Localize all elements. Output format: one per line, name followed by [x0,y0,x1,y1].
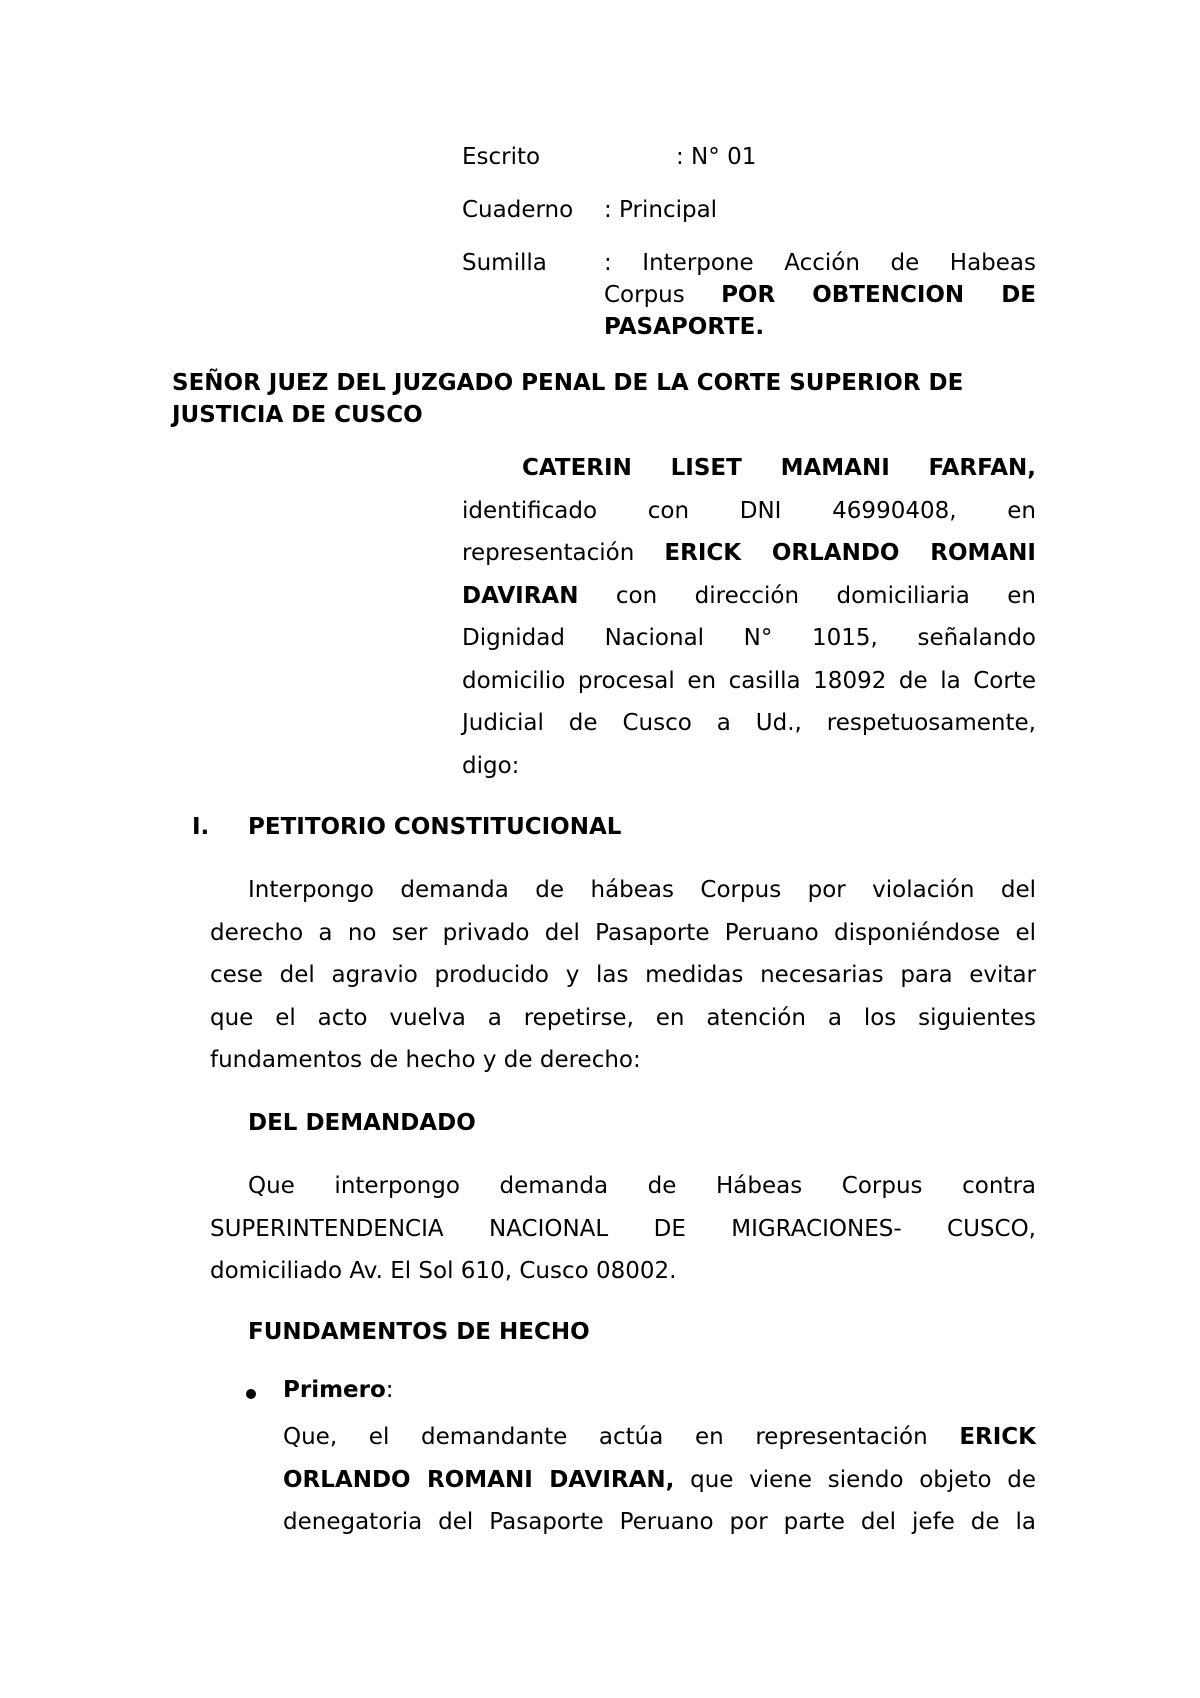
sumilla-line-1: : Interpone Acción de Habeas [604,250,1036,276]
party-line-1 [462,447,1036,490]
addressee-line-2: JUSTICIA DE CUSCO [172,402,423,428]
primero-line-2-text: que viene siendo objeto de [690,1466,1036,1493]
primero-line-2 [283,1459,1036,1502]
petitorio-line-4: que el acto vuelva a repetirse, en atención a los siguientes [210,1004,1036,1031]
party-rep-name-1: ERICK ORLANDO ROMANI [664,540,1036,566]
demandado-line-1: Que interpongo demanda de Hábeas Corpus contra [248,1173,1036,1199]
party-representacion: representación [462,540,635,566]
party-name: CATERIN LISET MAMANI FARFAN, [522,455,1036,481]
sumilla-text [604,247,1036,343]
header-escrito-row [462,141,540,173]
petitorio-line-5: fundamentos de hecho y de derecho: [210,1047,641,1073]
primero-line-3: denegatoria del Pasaporte Peruano por parte del jefe de la [283,1509,1036,1535]
primero-colon: : [385,1377,394,1403]
party-line-3 [462,532,1036,575]
petitorio-paragraph [210,869,1036,1082]
cuaderno-label: Cuaderno [462,197,574,223]
petitorio-line-3: cese del agravio producido y las medidas necesarias para evitar [210,962,1036,988]
demandado-line-3: domiciliado Av. El Sol 610, Cusco 08002. [210,1258,677,1284]
petitorio-line-1: Interpongo demanda de hábeas Corpus por violación del [248,877,1036,903]
escrito-label: Escrito [462,144,541,170]
demandado-paragraph [210,1165,1036,1293]
primero-line-2-name: ORLANDO ROMANI DAVIRAN, [283,1466,675,1493]
primero-line-1-name: ERICK [959,1424,1036,1450]
party-direccion: con dirección domiciliaria en [615,582,1036,609]
cuaderno-value: : Principal [604,197,718,223]
party-line-2: identificado con DNI 46990408, en [462,497,1036,524]
party-line-5: Dignidad Nacional N° 1015, señalando [462,625,1036,651]
header-cuaderno-row [462,194,573,226]
sumilla-corpus: Corpus [604,282,685,308]
bullet-icon [246,1389,256,1399]
petitorio-line-2: derecho a no ser privado del Pasaporte Peruano disponiéndose el [210,919,1036,946]
addressee-line-1: SEÑOR JUEZ DEL JUZGADO PENAL DE LA CORTE SUPERIOR DE [172,370,964,396]
section-1-number: I. [192,814,210,840]
fundamentos-title: FUNDAMENTOS DE HECHO [248,1319,590,1345]
escrito-value: : N° 01 [676,144,757,170]
party-line-8: digo: [462,752,520,779]
party-block [462,447,1036,787]
demandado-line-2: SUPERINTENDENCIA NACIONAL DE MIGRACIONES- CUSCO, [210,1215,1036,1242]
sumilla-bold-phrase: POR OBTENCION DE [721,282,1036,308]
sumilla-line-3 [604,311,1036,343]
party-rep-name-2: DAVIRAN [462,582,579,609]
section-1-title: PETITORIO CONSTITUCIONAL [248,814,622,840]
primero-line-1 [283,1416,1036,1459]
primero-label: Primero [283,1377,386,1403]
party-line-7: Judicial de Cusco a Ud., respetuosamente, [462,710,1036,736]
primero-line-1-text: Que, el demandante actúa en representación [283,1424,928,1450]
addressee [172,367,1042,431]
party-line-6: domicilio procesal en casilla 18092 de la Corte [462,667,1036,694]
header-sumilla-row [462,247,547,279]
party-line-4 [462,575,1036,618]
sumilla-label: Sumilla [462,250,547,276]
primero-heading [283,1374,394,1406]
sumilla-line-2 [604,279,1036,311]
primero-paragraph [283,1416,1036,1544]
demandado-title: DEL DEMANDADO [248,1110,476,1136]
sumilla-pasaporte: PASAPORTE. [604,314,765,340]
